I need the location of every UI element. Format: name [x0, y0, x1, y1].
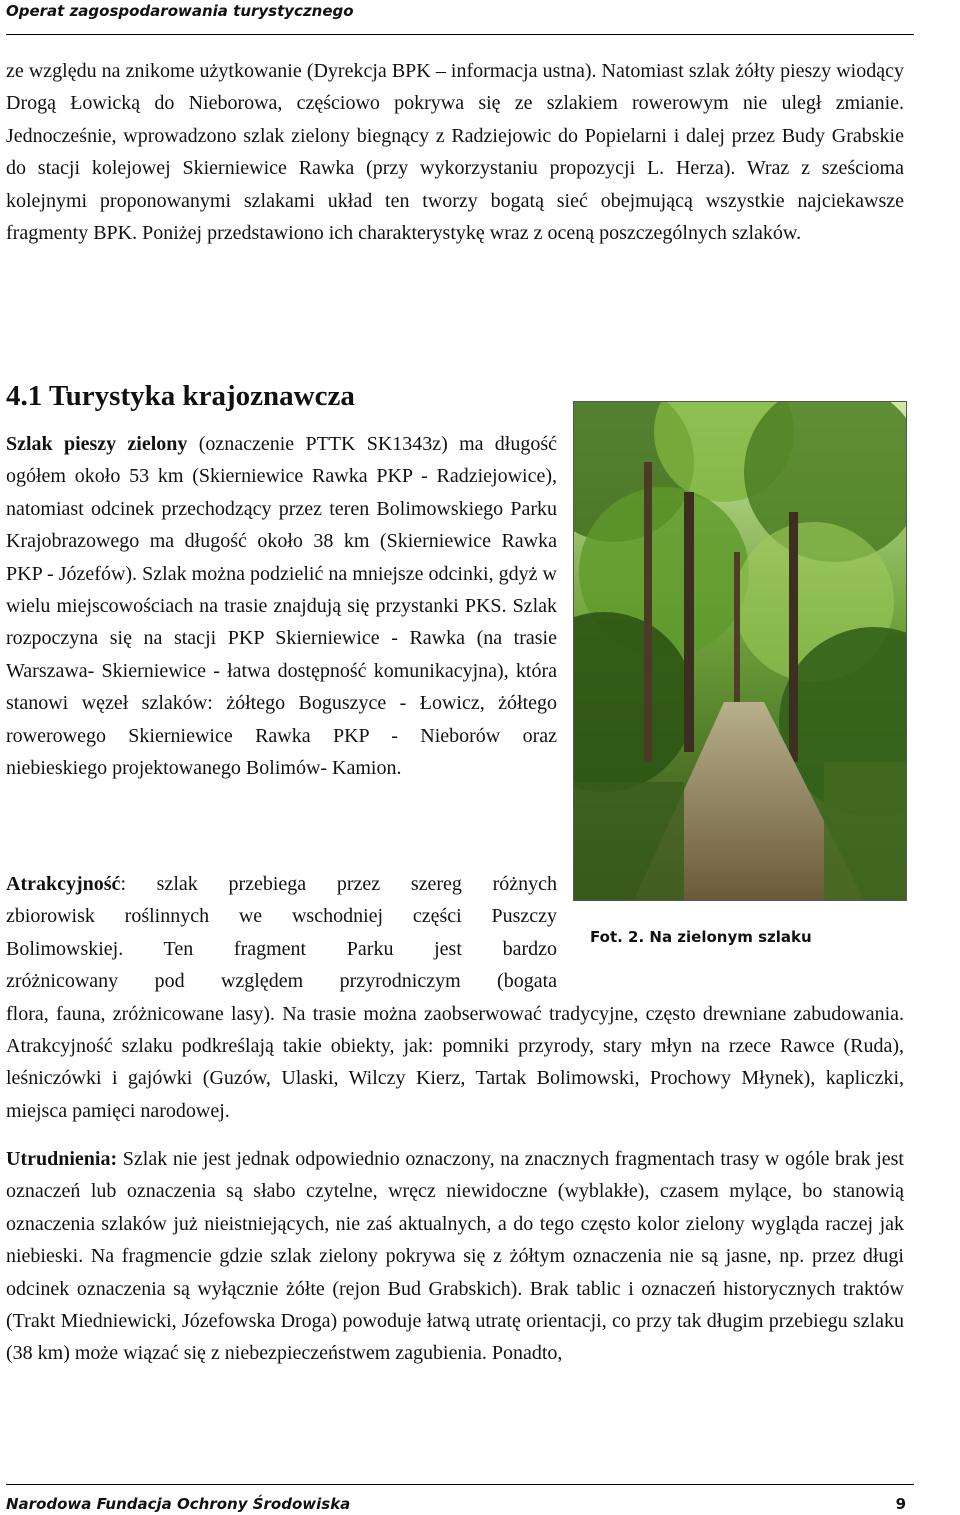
forest-path-image	[574, 402, 906, 900]
difficulties-label: Utrudnienia:	[6, 1148, 118, 1170]
difficulties-paragraph	[6, 1143, 904, 1370]
page-number: 9	[895, 1495, 906, 1513]
running-footer	[6, 1484, 914, 1515]
attractiveness-line: Atrakcyjność: szlak przebiega przez szereg różnych	[6, 873, 557, 895]
attractiveness-paragraph	[6, 868, 904, 1127]
attractiveness-rest: flora, fauna, zróżnicowane lasy). Na trasie można zaobserwować tradycyjne, często drewniane zabudowania. Atrakcyjność szlaku podkreślają takie obiekty, jak: pomniki przyrody, stary młyn na rzece Rawce (Ruda), leśniczówki i gajówki (Guzów, Ulaski, Wilczy Kierz, Tartak Bolimowski, Prochowy Młynek), kapliczki, miejsca pamięci narodowej.	[6, 1002, 904, 1122]
footer-org: Narodowa Fundacja Ochrony Środowiska	[6, 1495, 351, 1513]
trail-paragraph	[6, 428, 557, 784]
section-heading: 4.1 Turystyka krajoznawcza	[6, 380, 355, 412]
photo-caption: Fot. 2. Na zielonym szlaku	[590, 928, 812, 946]
forest-path-photo	[573, 401, 907, 901]
difficulties-text: Szlak nie jest jednak odpowiednio oznaczony, na znacznych fragmentach trasy w ogóle brak jest oznaczeń lub oznaczenia są słabo czytelne, wręcz niewidoczne (wyblakłe), czasem mylące, bo stanowią oznaczenia szlaków już nieistniejących, nie zaś aktualnych, a do tego często kolor zielony wygląda raczej jak niebieski. Na fragmencie gdzie szlak zielony pokrywa się z żółtym oznaczenia nie są jasne, np. przez długi odcinek oznaczenia są wyłącznie żółte (rejon Bud Grabskich). Brak tablic i oznaczeń historycznych traktów (Trakt Miedniewicki, Józefowska Droga) powoduje łatwą utratę orientacji, co przy tak długim przebiegu szlaku (38 km) może wiązać się z niebezpieczeństwem zagubienia. Ponadto,	[6, 1148, 904, 1365]
intro-paragraph: ze względu na znikome użytkowanie (Dyrekcja BPK – informacja ustna). Natomiast szlak żółty pieszy wiodący Drogą Łowicką do Nieborowa, częściowo pokrywa się ze szlakiem rowerowym nie uległ zmianie. Jednocześnie, wprowadzono szlak zielony biegnący z Radziejowic do Popielarni i dalej przez Budy Grabskie do stacji kolejowej Skierniewice Rawka (przy wykorzystaniu propozycji L. Herza). Wraz z sześcioma kolejnymi proponowanymi szlakami układ ten tworzy bogatą sieć obejmującą wszystkie najciekawsze fragmenty BPK. Poniżej przedstawiono ich charakterystykę wraz z oceną poszczególnych szlaków.	[6, 60, 904, 245]
trail-label: Szlak pieszy zielony	[6, 433, 188, 455]
running-header	[6, 0, 914, 35]
trail-text: (oznaczenie PTTK SK1343z) ma długość ogółem około 53 km (Skierniewice Rawka PKP - Radziejowice), natomiast odcinek przechodzący przez teren Bolimowskiego Parku Krajobrazowego ma długość około 38 km (Skierniewice Rawka PKP - Józefów). Szlak można podzielić na mniejsze odcinki, gdyż w wielu miejscowościach na trasie znajdują się przystanki PKS. Szlak rozpoczyna się na stacji PKP Skierniewice - Rawka (na trasie Warszawa- Skierniewice - łatwa dostępność komunikacyjna), która stanowi węzeł szlaków: żółtego Boguszyce - Łowicz, żółtego rowerowego Skierniewice Rawka PKP - Nieborów oraz niebieskiego projektowanego Bolimów- Kamion.	[6, 433, 558, 780]
attractiveness-line: Bolimowskiej. Ten fragment Parku jest bardzo	[6, 937, 557, 960]
header-title: Operat zagospodarowania turystycznego	[6, 2, 354, 20]
attractiveness-line: zbiorowisk roślinnych we wschodniej części Puszczy	[6, 905, 557, 928]
attractiveness-label: Atrakcyjność	[6, 873, 121, 895]
attractiveness-line: zróżnicowany pod względem przyrodniczym (bogata	[6, 970, 557, 993]
